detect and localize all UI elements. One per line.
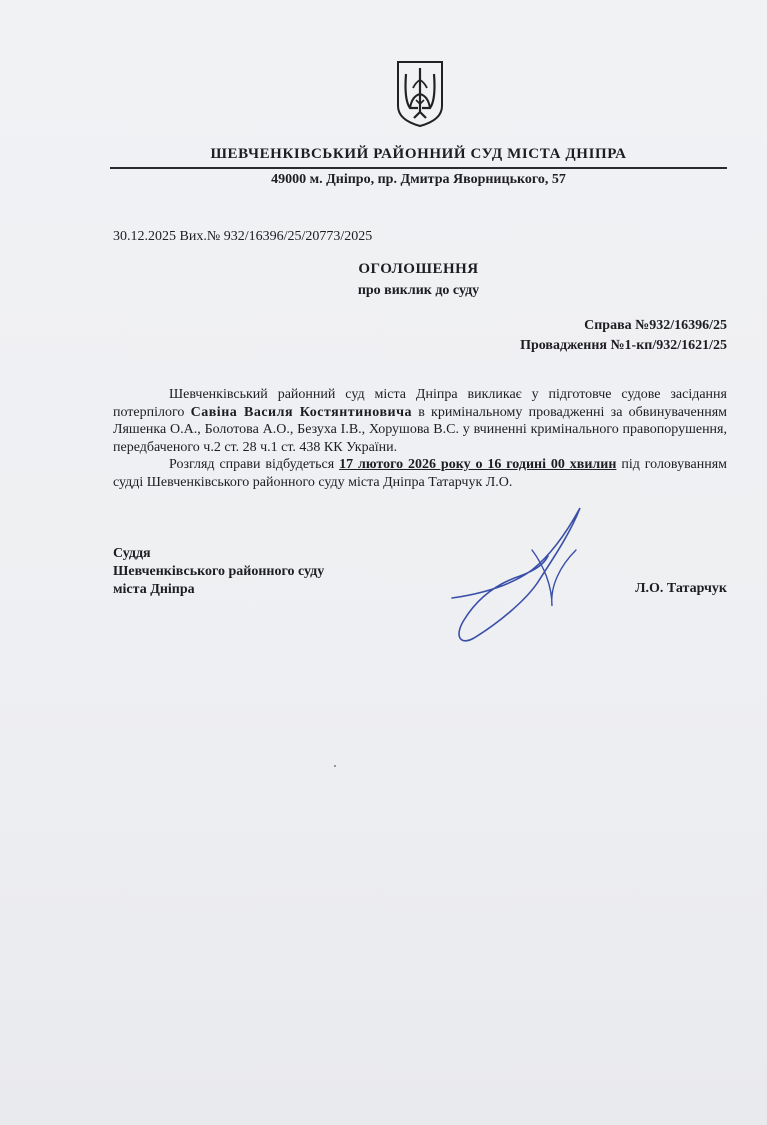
judge-court: Шевченківського районного суду xyxy=(113,564,325,579)
judge-title: Суддя xyxy=(113,546,151,561)
proceeding-number: Провадження №1-кп/932/1621/25 xyxy=(520,338,727,353)
handwritten-signature xyxy=(440,490,610,660)
header-divider xyxy=(110,167,727,169)
court-address: 49000 м. Дніпро, пр. Дмитра Яворницького, 57 xyxy=(271,172,566,187)
paper-speck xyxy=(334,765,336,767)
summons-body xyxy=(113,386,727,491)
judge-name: Л.О. Татарчук xyxy=(635,581,727,596)
trident-coat-of-arms-icon xyxy=(396,60,444,128)
document-subtitle: про виклик до суду xyxy=(357,283,480,298)
paragraph-2-intro: Розгляд справи відбудеться xyxy=(169,457,340,472)
victim-name: Савіна Василя Костянтиновича xyxy=(190,404,412,420)
document-title: ОГОЛОШЕННЯ xyxy=(358,261,479,277)
paragraph-2-details: під головуванням судді Шевченківського районного суду міста Дніпра Татарчук Л.О. xyxy=(113,457,727,490)
summons-paragraph-1 xyxy=(113,386,727,456)
case-number: Справа №932/16396/25 xyxy=(584,318,727,333)
outgoing-number: 30.12.2025 Вих.№ 932/16396/25/20773/2025 xyxy=(113,229,373,244)
judge-signature-block xyxy=(113,545,324,599)
paragraph-1-intro: Шевченківський районний суд міста Дніпра викликає у підготовче судове засідання потерпілого xyxy=(113,387,727,420)
hearing-datetime: 17 лютого 2026 року о 16 годині 00 хвилин xyxy=(339,457,617,472)
judge-city: міста Дніпра xyxy=(113,582,195,597)
paragraph-1-details: в кримінальному провадженні за обвинуваченням Ляшенка О.А., Болотова А.О., Безуха І.В., Хорушова В.С. у вчиненні кримінального правопорушення, передбаченого ч.2 ст. 28 ч.1 ст. 438 КК України. xyxy=(113,404,727,455)
summons-paragraph-2 xyxy=(113,456,727,491)
court-name: ШЕВЧЕНКІВСЬКИЙ РАЙОННИЙ СУД МІСТА ДНІПРА xyxy=(210,146,627,162)
